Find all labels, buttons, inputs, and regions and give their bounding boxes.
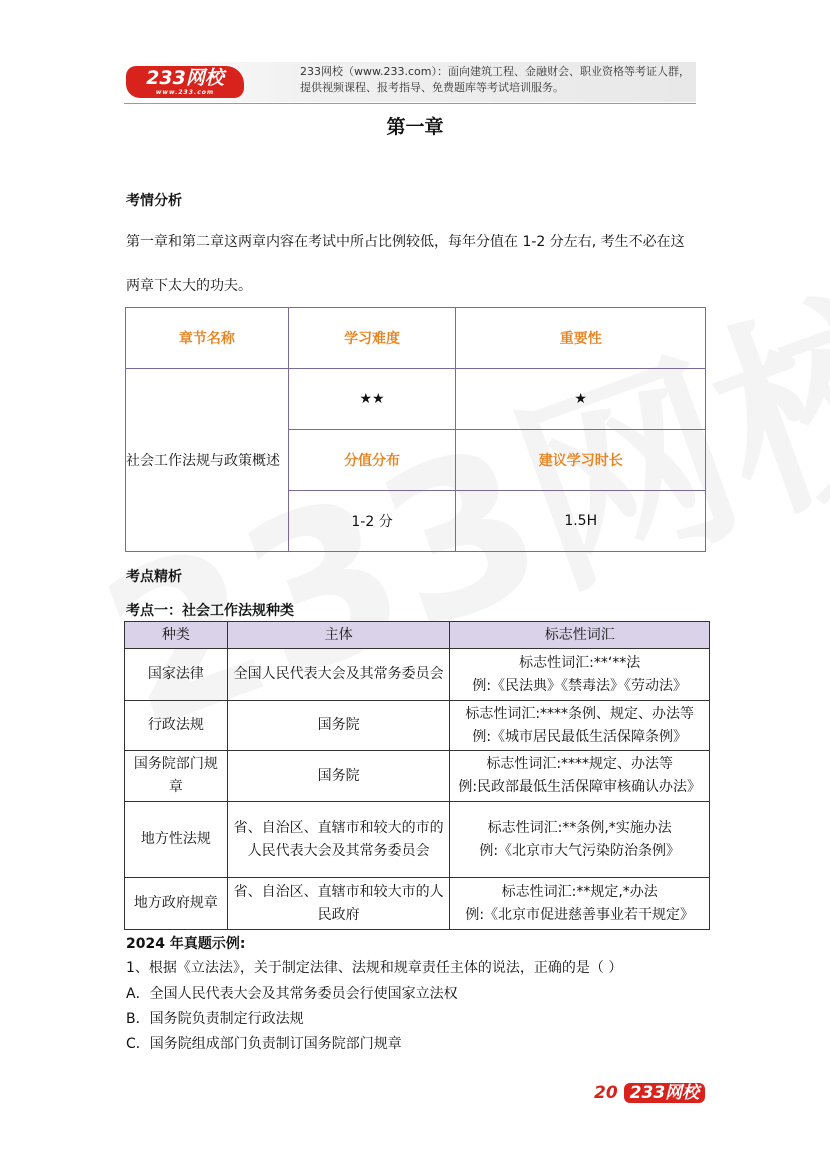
logo-text: 233网校 — [146, 67, 224, 89]
row-subject: 省、自治区、直辖市和较大的市的人民代表大会及其常务委员会 — [227, 802, 450, 878]
analysis-para-line-1: 第一章和第二章这两章内容在考试中所占比例较低，每年分值在 1-2 分左右, 考生不必在这 — [126, 234, 685, 250]
header-importance: 重要性 — [456, 308, 706, 369]
duration-value: 1.5H — [456, 491, 706, 552]
points-heading: 考点精析 — [126, 569, 182, 585]
option-c: C．国务院组成部门负责制订国务院部门规章 — [126, 1036, 402, 1052]
importance-stars: ★ — [456, 369, 706, 430]
row-kind: 国务院部门规章 — [125, 751, 228, 802]
mark-example: 例:《城市居民最低生活保障条例》 — [472, 728, 688, 745]
anniversary-mark: 20 — [594, 1083, 618, 1103]
mark-line: 标志性词汇:**条例,*实施办法 — [487, 819, 672, 836]
mark-line: 标志性词汇:**规定,*办法 — [501, 883, 658, 900]
header-chapter: 章节名称 — [126, 308, 289, 369]
score-value: 1-2 分 — [288, 491, 456, 552]
row-subject: 国务院 — [227, 751, 450, 802]
overview-table — [125, 307, 706, 552]
table-row — [125, 751, 710, 802]
table-row — [125, 802, 710, 878]
analysis-para-line-2: 两章下太大的功夫。 — [126, 278, 252, 294]
mark-example: 例:民政部最低生活保障审核确认办法》 — [458, 779, 702, 795]
mark-example: 例:《民法典》《禁毒法》《劳动法》 — [472, 677, 688, 694]
row-subject: 省、自治区、直辖市和较大市的人民政府 — [227, 878, 450, 930]
mark-example: 例:《北京市大气污染防治条例》 — [479, 842, 681, 859]
footer-logo[interactable] — [594, 1078, 705, 1103]
row-mark — [450, 878, 710, 930]
header-difficulty: 学习难度 — [288, 308, 456, 369]
row-kind: 国家法律 — [125, 649, 228, 701]
header-duration: 建议学习时长 — [456, 430, 706, 491]
table-row — [125, 649, 710, 701]
row-subject: 全国人民代表大会及其常务委员会 — [227, 649, 450, 701]
header-divider — [124, 103, 696, 104]
option-b: B．国务院负责制定行政法规 — [126, 1011, 304, 1027]
page-title: 第一章 — [386, 116, 444, 138]
table-row — [125, 878, 710, 930]
row-mark — [450, 701, 710, 751]
header-score: 分值分布 — [288, 430, 456, 491]
header-text — [300, 64, 700, 96]
row-mark — [450, 751, 710, 802]
law-types-table — [124, 621, 710, 930]
col-kind: 种类 — [125, 622, 228, 649]
exam-heading: 2024 年真题示例: — [126, 936, 246, 952]
option-a: A．全国人民代表大会及其常务委员会行使国家立法权 — [126, 986, 458, 1002]
chapter-name: 社会工作法规与政策概述 — [126, 369, 289, 552]
difficulty-stars: ★★ — [288, 369, 456, 430]
header-line-2: 提供视频课程、报考指导、免费题库等考试培训服务。 — [300, 81, 564, 94]
mark-line: 标志性词汇:****条例、规定、办法等 — [465, 705, 695, 722]
col-mark: 标志性词汇 — [450, 622, 710, 649]
row-mark — [450, 649, 710, 701]
logo[interactable] — [126, 66, 244, 98]
mark-line: 标志性词汇:**‘**法 — [519, 654, 641, 671]
mark-example: 例:《北京市促进慈善事业若干规定》 — [465, 906, 695, 923]
row-kind: 地方政府规章 — [125, 878, 228, 930]
header-line-1: 233网校（www.233.com）：面向建筑工程、金融财会、职业资格等考证人群， — [300, 65, 690, 78]
exam-question: 1、根据《立法法》，关于制定法律、法规和规章责任主体的说法，正确的是（ ） — [126, 960, 623, 976]
row-kind: 地方性法规 — [125, 802, 228, 878]
row-mark — [450, 802, 710, 878]
analysis-heading: 考情分析 — [126, 193, 182, 209]
point-1-heading: 考点一：社会工作法规种类 — [126, 603, 294, 619]
row-kind: 行政法规 — [125, 701, 228, 751]
mark-line: 标志性词汇:****规定、办法等 — [486, 756, 674, 772]
table-row — [125, 701, 710, 751]
logo-url: www.233.com — [155, 89, 215, 96]
col-subject: 主体 — [227, 622, 450, 649]
footer-brand: 233网校 — [624, 1083, 706, 1103]
row-subject: 国务院 — [227, 701, 450, 751]
